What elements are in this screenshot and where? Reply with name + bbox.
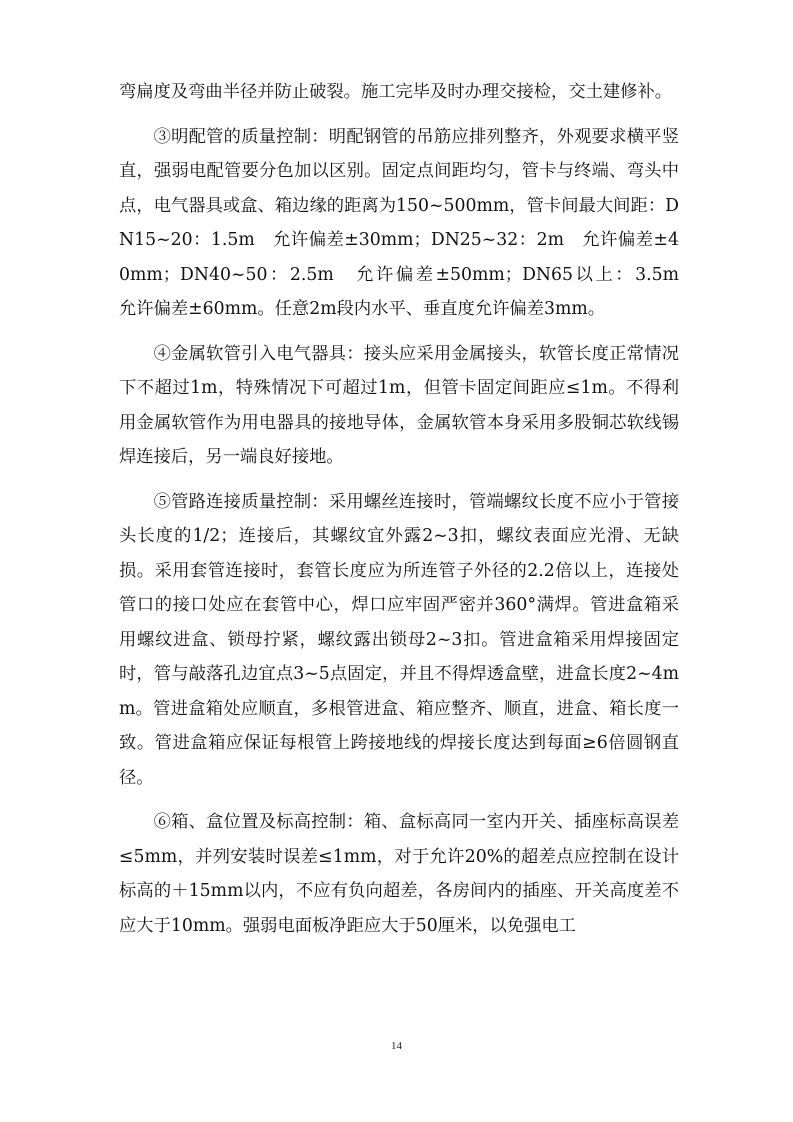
page-number: 14 <box>391 1040 402 1052</box>
paragraph-item-3: ③明配管的质量控制：明配钢管的吊筋应排列整齐，外观要求横平竖直，强弱电配管要分色加以区别。固定点间距均匀，管卡与终端、弯头中点，电气器具或盒、箱边缘的距离为150~500mm，管卡间最大间距：DN15~20：1.5m 允许偏差±30mm；DN25~32：2m 允许偏差±40mm；DN40~50：2.5m 允许偏差±50mm；DN65以上：3.5m 允许偏差±60mm。任意2m段内水平、垂直度允许偏差3mm。 <box>119 126 697 319</box>
paragraph-item-5: ⑤管路连接质量控制：采用螺丝连接时，管端螺纹长度不应小于管接头长度的1/2；连接后，其螺纹宜外露2~3扣，螺纹表面应光滑、无缺损。采用套管连接时，套管长度应为所连管子外径的2.2倍以上，连接处管口的接口处应在套管中心，焊口应牢固严密并360°满焊。管进盒箱采用螺纹进盒、锁母拧紧，螺纹露出锁母2~3扣。管进盒箱采用焊接固定时，管与敲落孔边宜点3~5点固定，并且不得焊透盒壁，进盒长度2~4mm。管进盒箱处应顺直，多根管进盒、箱应整齐、顺直，进盒、箱长度一致。管进盒箱应保证每根管上跨接地线的焊接长度达到每面≥6倍圆钢直径。 <box>119 491 679 788</box>
document-body <box>119 75 697 943</box>
paragraph-item-6: ⑥箱、盒位置及标高控制：箱、盒标高同一室内开关、插座标高误差≤5mm，并列安装时误差≤1mm，对于允许20%的超差点应控制在设计标高的＋15mm以内，不应有负向超差，各房间内的插座、开关高度差不应大于10mm。强弱电面板净距应大于50厘米，以免强电工 <box>119 812 679 936</box>
paragraph-continuation: 弯扁度及弯曲半径并防止破裂。施工完毕及时办理交接检，交土建修补。 <box>119 82 673 102</box>
paragraph-item-4: ④金属软管引入电气器具：接头应采用金属接头，软管长度正常情况下不超过1m，特殊情况下可超过1m，但管卡固定间距应≤1m。不得利用金属软管作为用电器具的接地导体，金属软管本身采用多股铜芯软线锡焊连接后，另一端良好接地。 <box>119 343 679 467</box>
